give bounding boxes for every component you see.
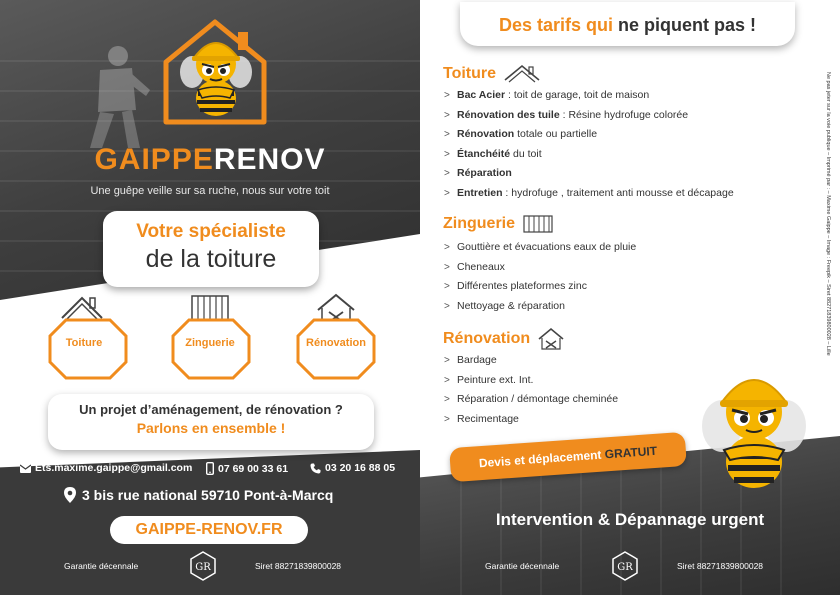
siret-text-left: Siret 88271839800028 — [255, 561, 342, 571]
section-title-renovation — [443, 327, 564, 351]
service-label-renovation: Rénovation — [306, 337, 366, 349]
list-item: > Bardage — [444, 354, 497, 366]
service-label-toiture: Toiture — [65, 337, 103, 349]
roof-icon — [504, 64, 540, 84]
website-link[interactable]: GAIPPE-RENOV.FR — [110, 516, 308, 544]
project-line1: Un projet d’aménagement, de rénovation ? — [79, 402, 343, 417]
list-item: > Rénovation totale ou partielle — [444, 128, 598, 141]
free-quote-part2: GRATUIT — [604, 443, 658, 462]
brand-name-part1: GAIPPE — [94, 143, 214, 176]
mobile-text: 07 69 00 33 61 — [218, 462, 289, 475]
phone-text: 03 20 16 88 05 — [325, 462, 396, 474]
list-item: > Réparation — [444, 167, 512, 180]
location-pin-icon — [64, 487, 76, 503]
list-item: > Recimentage — [444, 412, 519, 425]
list-item: > Réparation / démontage cheminée — [444, 393, 619, 406]
guarantee-seal-icon — [610, 551, 640, 581]
brand-name-part2: RENOV — [213, 143, 326, 176]
svg-text:GR: GR — [195, 562, 211, 573]
right-panel — [420, 0, 840, 595]
service-toiture-badge — [48, 318, 128, 380]
legal-side-text: Ne pas jeter sur la voie publique – Imprimé par : – Maxime Gaippe – Image : Freepik – Siret 88271839800028 – Lille — [825, 72, 831, 356]
free-quote-part1: Devis et déplacement — [478, 447, 602, 471]
list-item: > Gouttière et évacuations eaux de pluie — [444, 241, 637, 253]
email-text: Ets.maxime.gaippe@gmail.com — [35, 462, 193, 474]
list-item: > Cheneaux — [444, 260, 505, 273]
service-renovation-badge — [296, 318, 376, 380]
brand-name — [0, 143, 420, 177]
service-zinguerie-badge — [171, 318, 251, 380]
list-item: > Étanchéité du toit — [444, 147, 542, 160]
contact-email[interactable] — [20, 462, 192, 474]
section-title-zinguerie — [443, 214, 553, 234]
contact-phone[interactable] — [310, 462, 395, 474]
specialist-box — [103, 211, 319, 287]
house-tools-icon — [538, 327, 564, 351]
roofer-worker-image — [70, 40, 150, 150]
specialist-line1: Votre spécialiste — [136, 221, 286, 242]
list-item: > Différentes plateformes zinc — [444, 280, 587, 293]
section-zinguerie-label: Zinguerie — [443, 215, 516, 232]
contact-mobile[interactable] — [206, 462, 288, 475]
tagline: Une guêpe veille sur sa ruche, nous sur votre toit — [90, 185, 330, 197]
pricing-title-part1: Des tarifs qui — [498, 15, 613, 35]
list-item: > Peinture ext. Int. — [444, 373, 534, 386]
pricing-title-part2: ne piquent pas ! — [618, 15, 757, 35]
guarantee-text-left: Garantie décennale — [64, 561, 139, 571]
section-toiture-label: Toiture — [443, 65, 497, 82]
zinc-sheet-icon — [523, 214, 553, 234]
mobile-phone-icon — [206, 462, 214, 475]
list-item: > Bac Acier : toit de garage, toit de maison — [444, 89, 650, 101]
section-title-toiture — [443, 64, 540, 84]
logo-house-bee — [160, 18, 270, 126]
pricing-title — [460, 2, 795, 46]
list-item: > Rénovation des tuile : Résine hydrofuge colorée — [444, 108, 689, 121]
address — [64, 487, 333, 503]
urgent-intervention-title: Intervention & Dépannage urgent — [495, 510, 765, 529]
guarantee-seal-icon — [188, 551, 218, 581]
specialist-line2: de la toiture — [145, 245, 277, 273]
section-renovation-label: Rénovation — [443, 330, 531, 347]
siret-text-right: Siret 88271839800028 — [677, 561, 764, 571]
zinguerie-list — [444, 238, 636, 316]
address-text: 3 bis rue national 59710 Pont-à-Marcq — [82, 487, 334, 503]
list-item: > Entretien : hydrofuge , traitement anti mousse et décapage — [444, 186, 734, 199]
phone-icon — [310, 463, 321, 474]
bee-mascot-image — [698, 356, 808, 496]
project-line2: Parlons en ensemble ! — [136, 420, 286, 436]
list-item: > Nettoyage & réparation — [444, 299, 565, 312]
guarantee-text-right: Garantie décennale — [485, 561, 560, 571]
service-label-zinguerie: Zinguerie — [185, 337, 235, 349]
svg-text:GR: GR — [617, 562, 633, 573]
toiture-list — [444, 86, 734, 204]
renovation-list — [444, 351, 618, 429]
envelope-icon — [20, 464, 31, 473]
project-box — [48, 394, 374, 450]
